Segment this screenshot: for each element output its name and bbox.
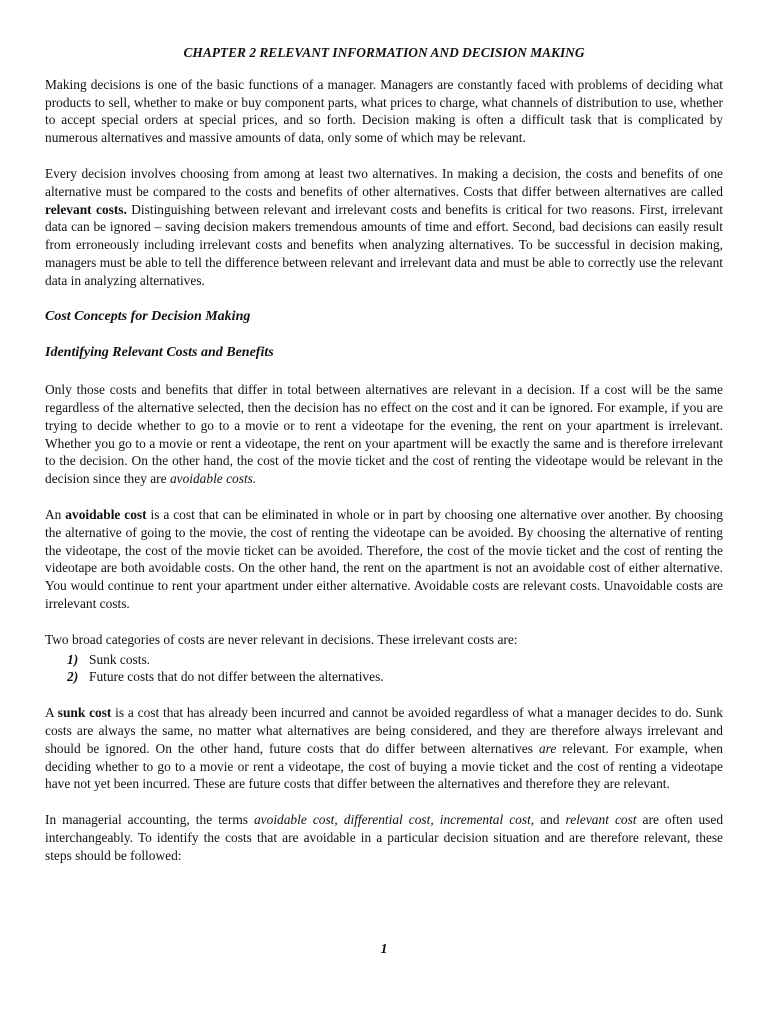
text-run: is a cost that has already been incurred and cannot be avoided regardless of what a manager decides to do. Sunk costs are always the same, no matter what alternatives are being considered, and they are therefore always irrelevant and should be ignored. On the other hand, future costs that do differ between alternatives (45, 705, 723, 756)
emphasis-are: are (538, 740, 557, 756)
list-number: 1) (67, 651, 79, 667)
text-run: are often used interchangeably. To identify the costs that are avoidable in a particular decision situation and are therefore relevant, these steps should be followed: (45, 812, 724, 863)
text-run: Only those costs and benefits that differ in total between alternatives are relevant in a decision. If a cost will be the same regardless of the alternative selected, then the decision has no effect on the cost and it can be ignored. For example, if you are trying to decide whether to go to a movie or to rent a videotape for the evening, the rent on your apartment is irrelevant. Whether you go to a movie or rent a videotape, the rent on your apartment will be exactly the same and is therefore irrelevant to the decision. On the other hand, the cost of the movie ticket and the cost of renting the videotape would be relevant in the decision since they are (45, 382, 723, 487)
relevant-costs-paragraph (45, 165, 723, 290)
text-run: relevant. For example, when deciding whether to go to a movie or rent a videotape, the cost of buying a movie ticket and the cost of renting a videotape have not yet been incurred. These are future costs that differ between the alternatives and therefore they are relevant. (45, 740, 723, 792)
text-run: Distinguishing between relevant and irrelevant costs and benefits is critical for two reasons. First, irrelevant data can be ignored – saving decision makers tremendous amounts of time and effort. Second, bad decisions can easily result from erroneously including irrelevant costs and benefits when analyzing alternatives. To be successful in decision making, managers must be able to tell the difference between relevant and irrelevant data and must be able to correctly use the relevant data in analyzing alternatives. (45, 201, 723, 288)
avoidable-cost-paragraph (45, 506, 723, 613)
intro-paragraph: Making decisions is one of the basic functions of a manager. Managers are constantly faced with problems of deciding what products to sell, whether to make or buy component parts, what prices to charge, what channels of distribution to use, whether to accept special orders at special prices, and so forth. Decision making is often a difficult task that is complicated by numerous alternatives and massive amounts of data, only some of which may be relevant. (45, 76, 723, 146)
relevant-benefits-paragraph (45, 381, 723, 488)
term-avoidable-costs: avoidable costs. (169, 471, 257, 487)
term-relevant-cost: relevant cost (565, 812, 637, 828)
text-run: and (534, 812, 566, 828)
term-sunk-cost: sunk cost (57, 705, 112, 721)
list-item (67, 668, 723, 686)
document-page (45, 44, 723, 882)
text-run: An (45, 506, 66, 522)
chapter-title: CHAPTER 2 RELEVANT INFORMATION AND DECISION MAKING (183, 45, 585, 60)
list-text: Future costs that do not differ between the alternatives. (89, 669, 384, 685)
sunk-cost-paragraph (45, 704, 723, 793)
list-item (67, 651, 723, 669)
terms-paragraph (45, 811, 723, 864)
list-text: Sunk costs. (89, 651, 151, 667)
text-run: A (45, 705, 58, 721)
list-number: 2) (67, 669, 79, 685)
term-avoidable-cost: avoidable cost (65, 506, 147, 522)
text-run: In managerial accounting, the terms (45, 812, 254, 828)
subsection-heading: Identifying Relevant Costs and Benefits (45, 345, 274, 361)
page-number: 1 (380, 942, 388, 957)
terms-italic: avoidable cost, differential cost, incremental cost, (253, 812, 535, 828)
text-run: is a cost that can be eliminated in whole or in part by choosing one alternative over another. By choosing the alternative of going to the movie, the cost of renting the videotape can be avoided. By choosing the alternative of renting the videotape, the cost of the movie ticket can be avoided. Therefore, the cost of the movie ticket and the cost of renting the videotape are both avoidable costs. On the other hand, the rent on the apartment is not an avoidable cost of either alternative. You would continue to rent your apartment under either alternative. Avoidable costs are relevant costs. Unavoidable costs are irrelevant costs. (45, 506, 724, 611)
term-relevant-costs: relevant costs. (45, 201, 127, 217)
irrelevant-costs-list (45, 651, 723, 687)
text-run: Every decision involves choosing from among at least two alternatives. In making a decision, the costs and benefits of one alternative must be compared to the costs and benefits of other alternatives. Costs that differ between alternatives are called (45, 165, 723, 199)
section-heading: Cost Concepts for Decision Making (45, 308, 251, 324)
irrelevant-costs-intro: Two broad categories of costs are never relevant in decisions. These irrelevant costs are: (45, 631, 518, 647)
